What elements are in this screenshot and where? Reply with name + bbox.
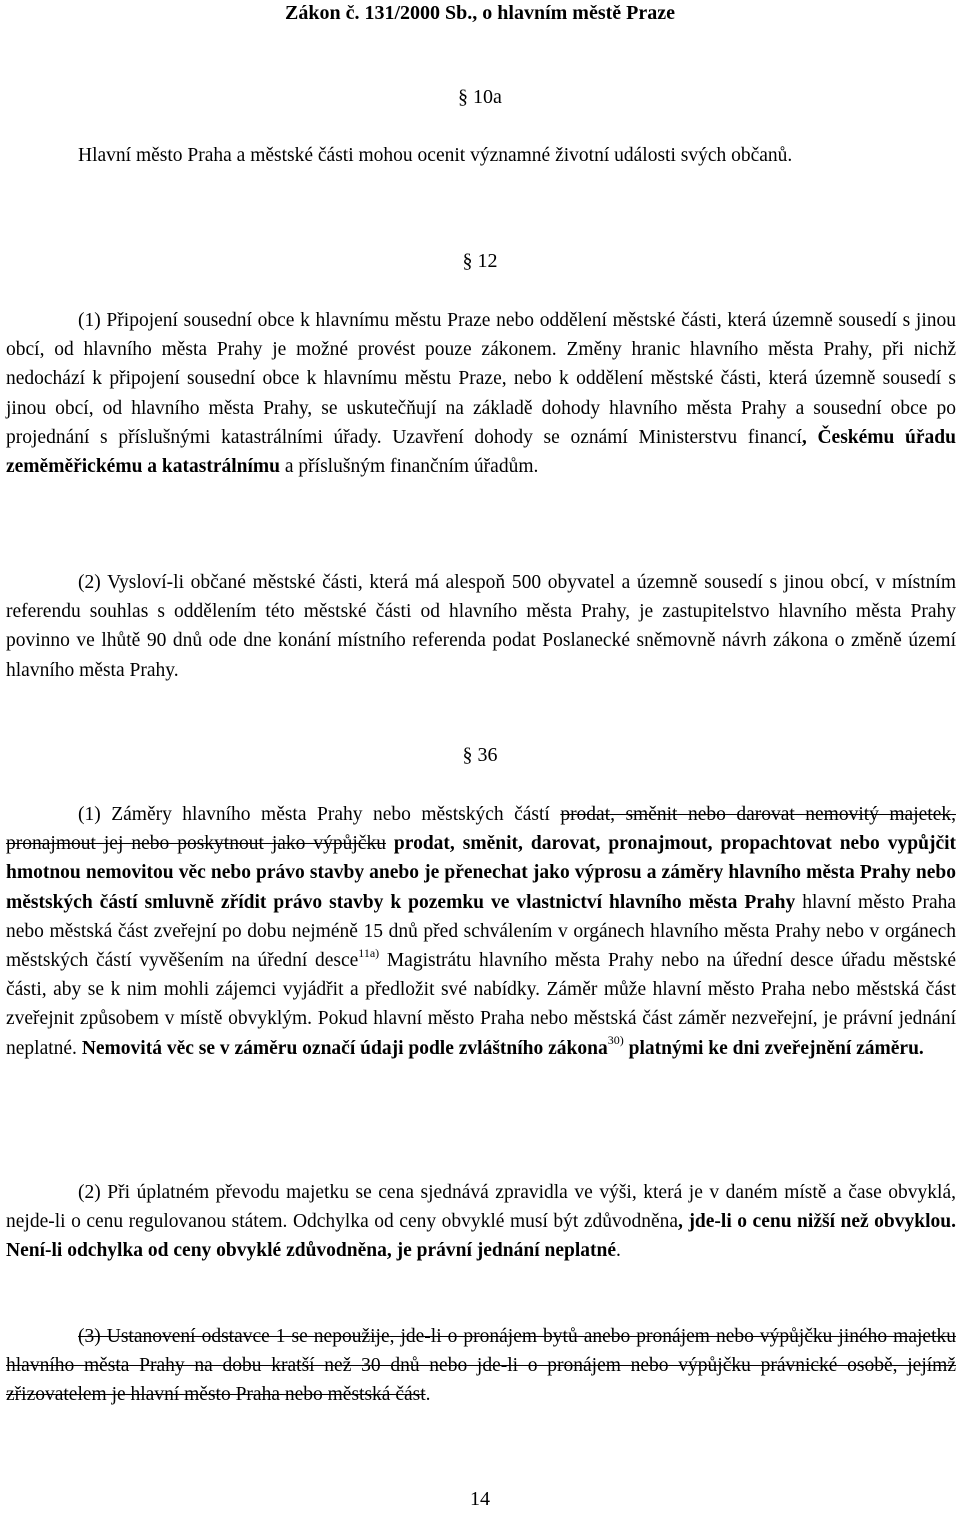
paragraph-12-1 [6, 306, 956, 481]
paragraph-36-1 [6, 800, 956, 1063]
page-number: 14 [470, 1488, 490, 1510]
bold-insertion: , jde-li o cenu nižší než obvyklou. Není-li odchylka od ceny obvyklé zdůvodněna, je právní jednání neplatné [6, 1211, 956, 1262]
paragraph-text: (1) Připojení sousední obce k hlavnímu městu Praze nebo oddělení městské části, která územně sousedí s jinou obcí, od hlavního města Prahy je možné provést pouze zákonem. Změny hranic hlavního města Prahy, při nichž nedochází k připojení sousední obce k hlavnímu městu Praze, nebo k oddělení městské části, která územně sousedí s jinou obcí, od hlavního města Prahy, se uskutečňují na základě dohody hlavního města Prahy a sousední obce po projednání s příslušnými katastrálními úřady. Uzavření dohody se oznámí Ministerstvu financí [6, 310, 956, 448]
paragraph-text: . [616, 1240, 621, 1262]
section-heading-36: § 36 [462, 744, 498, 766]
paragraph-12-2 [6, 568, 956, 685]
paragraph-36-2 [6, 1178, 956, 1266]
bold-insertion: prodat, směnit, darovat, pronajmout, propachtovat nebo vypůjčit hmotnou nemovitou věc nebo právo stavby anebo je přenechat jako výprosu a záměry hlavního města Prahy nebo městských částí smluvně zřídit právo stavby k pozemku ve vlastnictví hlavního města Prahy [6, 833, 957, 913]
footnote-ref: 30) [607, 1033, 624, 1048]
paragraph-10a [6, 141, 956, 170]
paragraph-text: a příslušným finančním úřadům. [280, 456, 539, 478]
paragraph-text: (2) Vysloví-li občané městské části, která má alespoň 500 obyvatel a územně sousedí s jinou obcí, v místním referendu souhlas s oddělením této městské části od hlavního města Prahy, je zastupitelstvo hlavního města Prahy povinno ve lhůtě 90 dnů ode dne konání místního referenda podat Poslanecké sněmovně návrh zákona o změně území hlavního města Prahy. [6, 572, 956, 681]
paragraph-text: Magistrátu hlavního města Prahy nebo na úřední desce úřadu městské části, aby se k nim mohli zájemci vyjádřit a předložit své nabídky. Záměr může hlavní město Praha nebo městská část zveřejnit způsobem v místě obvyklým. Pokud hlavní město Praha nebo městská část záměr nezveřejní, je právní jednání neplatné. [6, 950, 956, 1059]
paragraph-text: . [425, 1384, 431, 1406]
section-heading-12: § 12 [462, 250, 498, 272]
bold-insertion: , Českému úřadu zeměměřickému a katastrálnímu [6, 426, 956, 478]
section-heading-10a: § 10a [458, 86, 502, 108]
bold-insertion: Nemovitá věc se v záměru označí údaji podle zvláštního zákona [81, 1037, 608, 1059]
paragraph-text: Hlavní město Praha a městské části mohou ocenit významné životní události svých občanů. [78, 145, 793, 166]
bold-insertion: platnými ke dni zveřejnění záměru. [623, 1037, 924, 1059]
footnote-ref: 11a) [358, 945, 380, 960]
paragraph-text: (1) Záměry hlavního města Prahy nebo městských částí [78, 804, 561, 825]
paragraph-36-3 [6, 1322, 956, 1410]
struck-text: prodat, směnit nebo darovat nemovitý majetek, pronajmout jej nebo poskytnout jako výpůjčku [6, 804, 956, 855]
paragraph-text: (2) Při úplatném převodu majetku se cena sjednává zpravidla ve výši, která je v daném místě a čase obvyklá, nejde-li o cenu regulovanou státem. Odchylka od ceny obvyklé musí být zdůvodněna [6, 1182, 956, 1233]
struck-text: (3) Ustanovení odstavce 1 se nepoužije, jde-li o pronájem bytů anebo pronájem nebo výpůjčku jiného majetku hlavního města Prahy na dobu kratší než 30 dnů nebo jde-li o pronájem nebo výpůjčku právnické osobě, jejímž zřizovatelem je hlavní město Praha nebo městská část [6, 1326, 956, 1406]
document-header: Zákon č. 131/2000 Sb., o hlavním městě Praze [285, 2, 675, 24]
paragraph-text: hlavní město Praha nebo městská část zveřejní po dobu nejméně 15 dnů před schválením v orgánech hlavního města Prahy nebo v orgánech městských částí vyvěšením na úřední desce [6, 891, 957, 972]
